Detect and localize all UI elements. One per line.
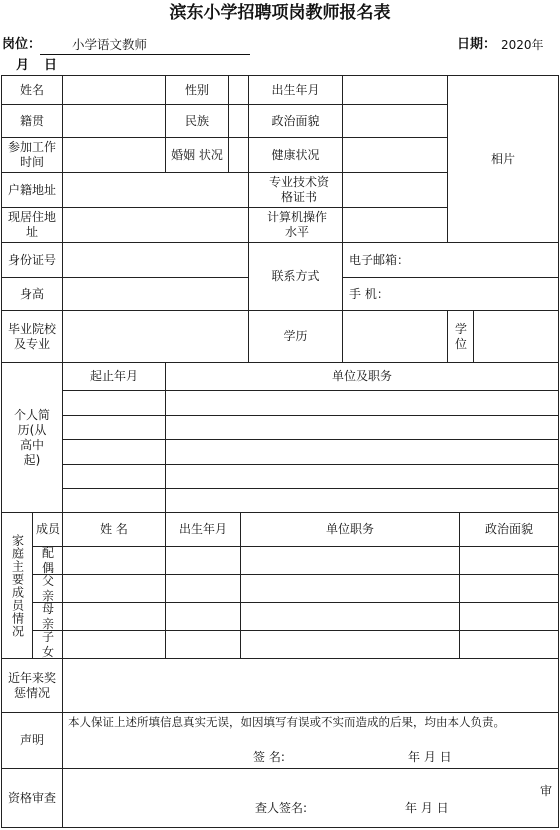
contact-label: 联系方式 [271,269,320,283]
birth-input[interactable] [343,76,447,104]
computer-label: 计算机操作水平 [266,210,327,239]
family-label: 家庭主要成员情况 [10,533,25,638]
email-field[interactable]: 电子邮箱： [349,252,410,267]
photo-box[interactable]: 相片 [490,151,515,166]
statement-date: 年 月 日 [408,750,452,764]
form-title: 滨东小学招聘项岗教师报名表 [169,3,391,23]
relation-mother: 母亲 [41,601,54,631]
birth-label: 出生年月 [271,82,320,97]
resume-unit-header: 单位及职务 [331,369,392,383]
id-card-label: 身份证号 [7,252,56,267]
residence-label: 现居住地址 [7,210,56,239]
family-member-header: 成员 [36,522,61,536]
date-label: 日期： [457,37,497,52]
school-label: 毕业院校及专业 [7,321,56,351]
family-political-header: 政治面貌 [484,522,533,536]
relation-children: 子女 [41,629,54,659]
native-label: 籍贯 [19,113,44,128]
marital-label: 婚姻 状况 [171,147,223,162]
statement-label: 声明 [19,733,44,747]
review-date: 年 月 日 [405,801,449,815]
date-month: 月 [16,58,31,73]
date-day: 日 [44,58,59,73]
family-unit-header: 单位职务 [325,522,374,536]
statement-text: 本人保证上述所填信息真实无误，如因填写有误或不实而造成的后果，均由本人负责。 [68,715,505,729]
specialty-label: 专业技术资格证书 [268,175,329,204]
family-birth-header: 出生年月 [178,522,227,536]
relation-spouse: 配偶 [41,545,54,575]
name-label: 姓名 [19,82,44,97]
hukou-label: 户籍地址 [8,182,57,197]
review-label: 资格审查 [8,790,57,805]
statement-sign-label: 签 名: [253,750,285,764]
resume-label: 个人简历(从高中起) [13,407,50,467]
awards-label: 近年来奖惩情况 [8,670,57,700]
mobile-field[interactable]: 手 机： [349,286,389,301]
gender-label: 性别 [184,82,209,97]
review-sign-b: 查人签名: [255,801,308,815]
political-label: 政治面貌 [271,113,320,128]
education-label: 学历 [283,329,308,343]
work-start-label: 参加工作时间 [7,140,56,169]
resume-period-header: 起止年月 [89,369,138,383]
health-label: 健康状况 [271,147,320,162]
name-input[interactable] [63,76,165,104]
relation-father: 父亲 [41,573,54,603]
post-label: 岗位： [2,37,42,52]
date-year: 2020年 [501,38,544,52]
review-sign-a: 审 [540,784,553,798]
degree-label: 学位 [454,321,467,351]
gender-input[interactable] [229,76,248,104]
family-name-header: 姓 名 [100,522,128,536]
height-label: 身高 [19,286,44,301]
post-field[interactable]: 小学语文教师 [40,35,250,55]
ethnic-label: 民族 [184,113,209,128]
